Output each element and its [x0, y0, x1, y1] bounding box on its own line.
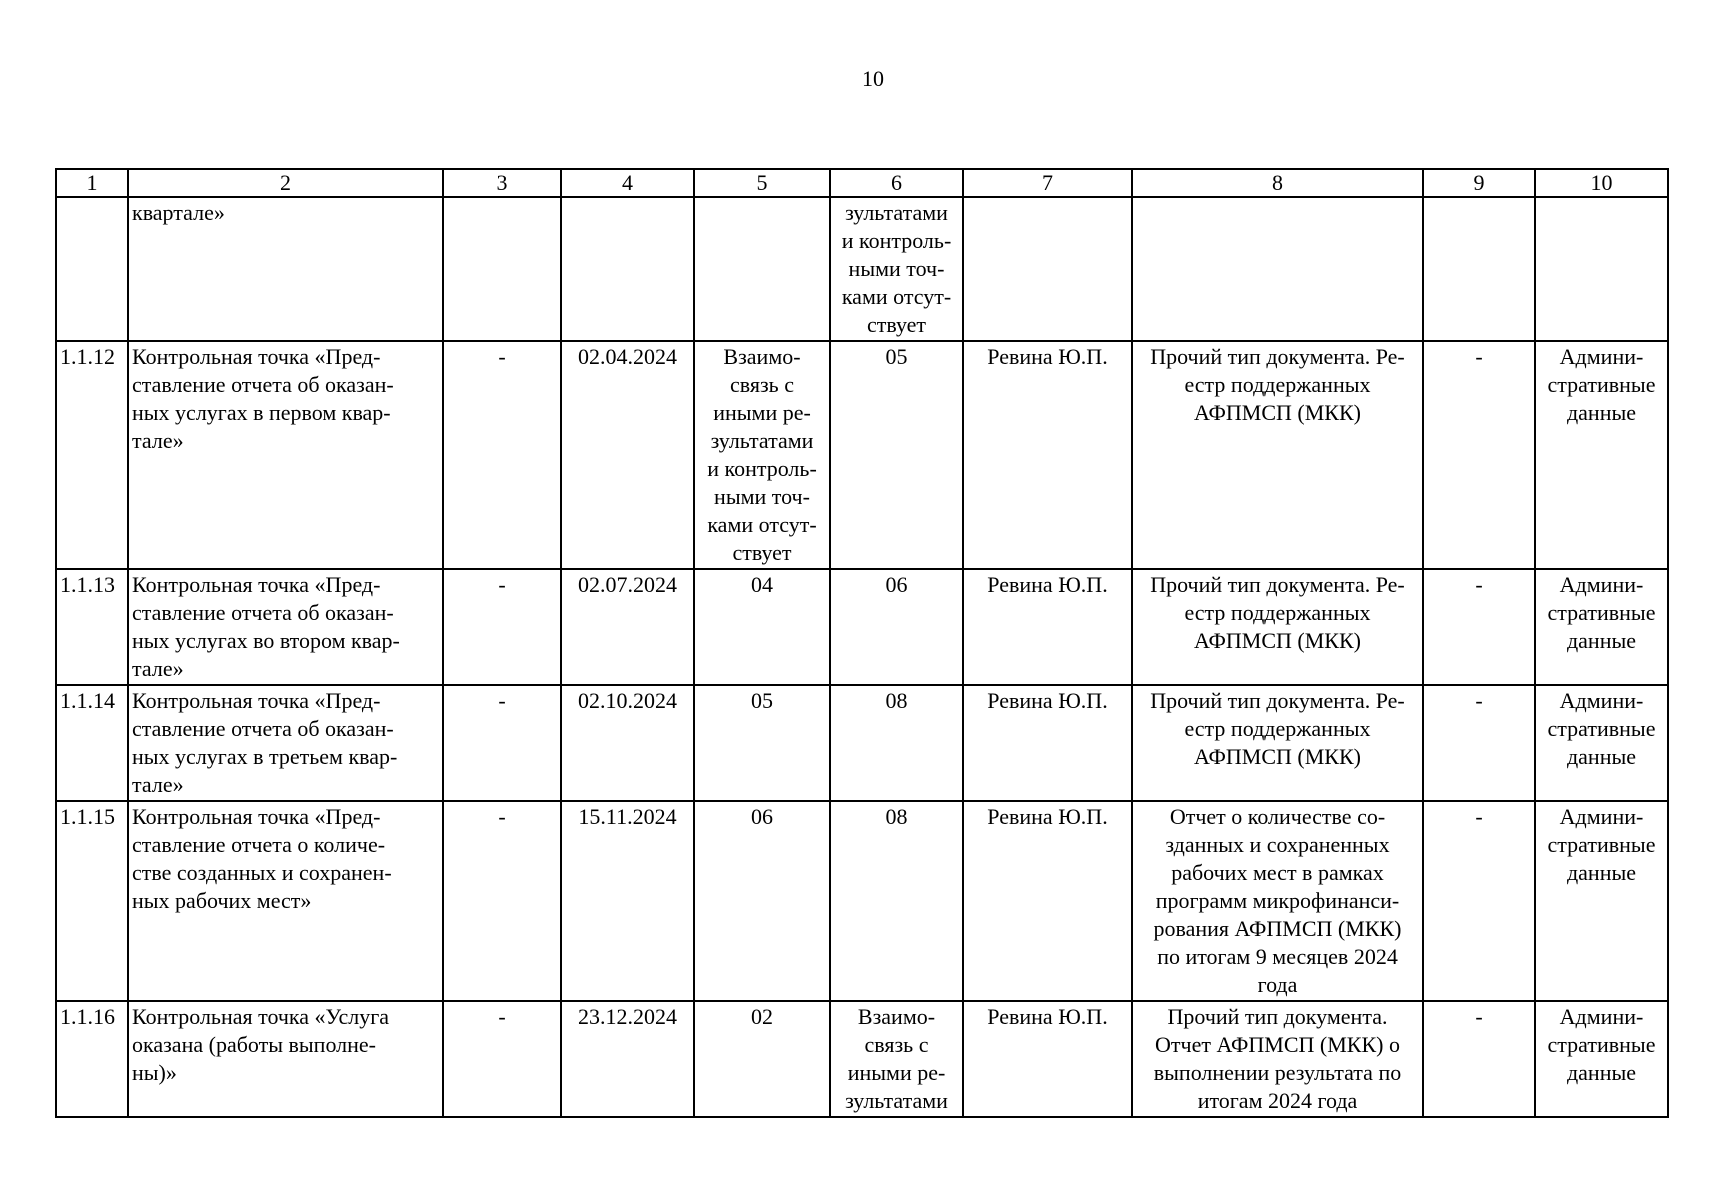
row-number: 1.1.14 [56, 685, 128, 801]
person-cell: Ревина Ю.П. [963, 569, 1132, 685]
table-row [56, 801, 1668, 1001]
table-header-row [56, 169, 1668, 197]
document-cell: Прочий тип документа. Отчет АФПМСП (МКК) о выполнении результата по итогам 2024 года [1132, 1001, 1423, 1117]
source-cell: Админи- стративные данные [1535, 685, 1668, 801]
col6-cell: 06 [830, 569, 963, 685]
source-cell: Админи- стративные данные [1535, 801, 1668, 1001]
col6-cell: 08 [830, 685, 963, 801]
person-cell [963, 197, 1132, 341]
col9-cell: - [1423, 341, 1535, 569]
row-name: квартале» [128, 197, 443, 341]
source-cell [1535, 197, 1668, 341]
date-cell: 23.12.2024 [561, 1001, 694, 1117]
col3-cell: - [443, 1001, 561, 1117]
col5-cell: Взаимо- связь с иными ре- зультатами и контроль- ными точ- ками отсут- ствует [694, 341, 830, 569]
col9-cell: - [1423, 685, 1535, 801]
row-number: 1.1.16 [56, 1001, 128, 1117]
person-cell: Ревина Ю.П. [963, 685, 1132, 801]
document-cell: Отчет о количестве со- зданных и сохраненных рабочих мест в рамках программ микрофинанси- рования АФПМСП (МКК) по итогам 9 месяцев 2024 года [1132, 801, 1423, 1001]
table-row [56, 341, 1668, 569]
col3-cell: - [443, 569, 561, 685]
col5-cell: 02 [694, 1001, 830, 1117]
col6-cell: 05 [830, 341, 963, 569]
header-cell: 10 [1535, 169, 1668, 197]
date-cell: 02.07.2024 [561, 569, 694, 685]
row-name: Контрольная точка «Пред- ставление отчета об оказан- ных услугах в первом квар- тале» [128, 341, 443, 569]
col3-cell: - [443, 685, 561, 801]
date-cell: 15.11.2024 [561, 801, 694, 1001]
header-cell: 7 [963, 169, 1132, 197]
row-name: Контрольная точка «Пред- ставление отчета о количе- стве созданных и сохранен- ных рабочих мест» [128, 801, 443, 1001]
row-number [56, 197, 128, 341]
table-row [56, 569, 1668, 685]
col9-cell [1423, 197, 1535, 341]
source-cell: Админи- стративные данные [1535, 569, 1668, 685]
col5-cell: 04 [694, 569, 830, 685]
date-cell: 02.10.2024 [561, 685, 694, 801]
control-points-table [55, 168, 1669, 1118]
document-cell [1132, 197, 1423, 341]
table-row [56, 685, 1668, 801]
table-row [56, 1001, 1668, 1117]
person-cell: Ревина Ю.П. [963, 1001, 1132, 1117]
col9-cell: - [1423, 801, 1535, 1001]
col6-cell: зультатами и контроль- ными точ- ками отсут- ствует [830, 197, 963, 341]
source-cell: Админи- стративные данные [1535, 341, 1668, 569]
header-cell: 5 [694, 169, 830, 197]
header-cell: 1 [56, 169, 128, 197]
person-cell: Ревина Ю.П. [963, 801, 1132, 1001]
col6-cell: 08 [830, 801, 963, 1001]
col5-cell: 05 [694, 685, 830, 801]
col3-cell [443, 197, 561, 341]
row-number: 1.1.13 [56, 569, 128, 685]
row-name: Контрольная точка «Пред- ставление отчета об оказан- ных услугах во втором квар- тале» [128, 569, 443, 685]
source-cell: Админи- стративные данные [1535, 1001, 1668, 1117]
date-cell [561, 197, 694, 341]
col9-cell: - [1423, 569, 1535, 685]
header-cell: 4 [561, 169, 694, 197]
row-number: 1.1.15 [56, 801, 128, 1001]
page-number: 10 [862, 66, 884, 91]
row-name: Контрольная точка «Пред- ставление отчета об оказан- ных услугах в третьем квар- тале» [128, 685, 443, 801]
date-cell: 02.04.2024 [561, 341, 694, 569]
col3-cell: - [443, 801, 561, 1001]
header-cell: 2 [128, 169, 443, 197]
header-cell: 9 [1423, 169, 1535, 197]
document-cell: Прочий тип документа. Ре- естр поддержанных АФПМСП (МКК) [1132, 341, 1423, 569]
header-cell: 8 [1132, 169, 1423, 197]
col3-cell: - [443, 341, 561, 569]
person-cell: Ревина Ю.П. [963, 341, 1132, 569]
col6-cell: Взаимо- связь с иными ре- зультатами [830, 1001, 963, 1117]
col5-cell: 06 [694, 801, 830, 1001]
document-cell: Прочий тип документа. Ре- естр поддержанных АФПМСП (МКК) [1132, 569, 1423, 685]
col9-cell: - [1423, 1001, 1535, 1117]
row-number: 1.1.12 [56, 341, 128, 569]
document-cell: Прочий тип документа. Ре- естр поддержанных АФПМСП (МКК) [1132, 685, 1423, 801]
header-cell: 3 [443, 169, 561, 197]
table-row [56, 197, 1668, 341]
col5-cell [694, 197, 830, 341]
header-cell: 6 [830, 169, 963, 197]
row-name: Контрольная точка «Услуга оказана (работы выполне- ны)» [128, 1001, 443, 1117]
